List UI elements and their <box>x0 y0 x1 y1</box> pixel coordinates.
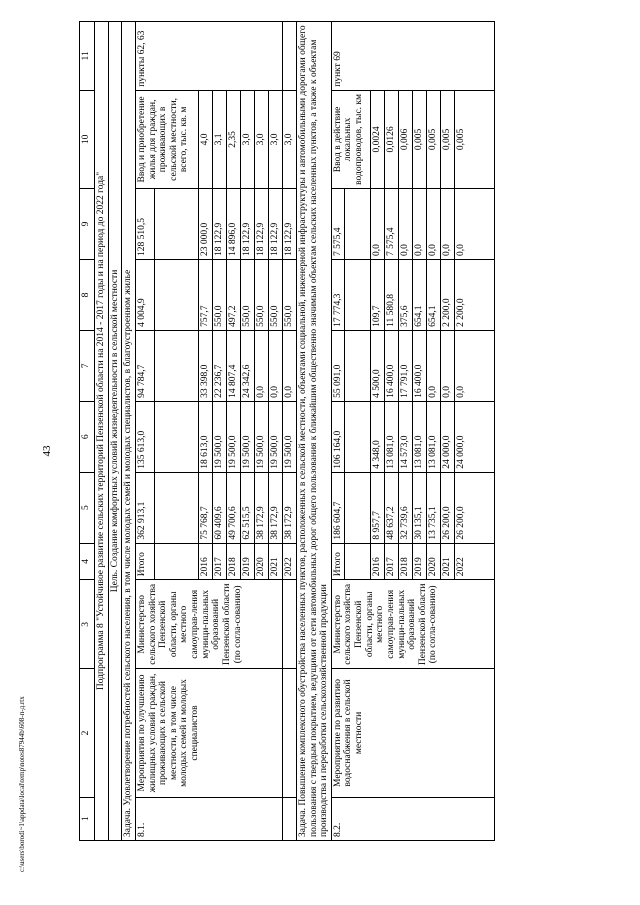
value-cell: 94 784,7 <box>135 330 154 401</box>
indicator-text: Ввод и приобретение жилья для граждан, проживающих в сельской местности, всего, тыс. кв. м <box>135 90 198 188</box>
value-cell: 654,1 <box>427 260 441 331</box>
indicator-value: 0,0126 <box>385 90 399 188</box>
value-cell: 18 613,0 <box>198 401 212 472</box>
indicator-value: 0,005 <box>455 90 495 188</box>
value-cell: 0,0 <box>399 189 413 260</box>
value-cell: 13 735,1 <box>427 472 441 543</box>
value-cell: 18 122,9 <box>212 189 226 260</box>
task-row <box>122 22 136 841</box>
value-cell: 550,0 <box>212 260 226 331</box>
indicator-value: 3,1 <box>212 90 226 188</box>
indicator-value: 0,0024 <box>371 90 385 188</box>
value-cell: 38 172,9 <box>268 472 282 543</box>
value-cell: 23 000,0 <box>198 189 212 260</box>
indicator-value: 3,0 <box>240 90 254 188</box>
year-cell: 2022 <box>455 543 495 580</box>
value-cell: 17 791,0 <box>399 330 413 401</box>
col-num: 2 <box>80 669 95 797</box>
task-row <box>296 22 331 841</box>
value-cell: 362 913,1 <box>135 472 154 543</box>
value-cell: 0,0 <box>455 189 495 260</box>
indicator-value: 3,0 <box>254 90 268 188</box>
value-cell: 106 164,0 <box>331 401 345 472</box>
value-cell: 18 122,9 <box>254 189 268 260</box>
table-row <box>135 22 154 841</box>
year-cell: Итого <box>135 543 154 580</box>
col-num: 10 <box>80 90 95 188</box>
table-row <box>331 22 345 841</box>
value-cell: 2 200,0 <box>441 260 455 331</box>
value-cell: 135 613,0 <box>135 401 154 472</box>
col-num: 1 <box>80 797 95 840</box>
value-cell: 654,1 <box>413 260 427 331</box>
points-text: пункт 69 <box>331 22 495 91</box>
value-cell: 14 807,4 <box>226 330 240 401</box>
value-cell: 75 768,7 <box>198 472 212 543</box>
value-cell: 62 515,5 <box>240 472 254 543</box>
value-cell: 497,2 <box>226 260 240 331</box>
value-cell: 16 400,0 <box>385 330 399 401</box>
value-cell: 26 200,0 <box>455 472 495 543</box>
item-name: Мероприятия по улучшению жилищных условий граждан, проживающих в сельской местности, в том числе молодых семей и молодых специалистов <box>135 669 282 797</box>
year-cell: 2016 <box>198 543 212 580</box>
value-cell: 8 957,7 <box>371 472 385 543</box>
indicator-value: 3,0 <box>282 90 296 188</box>
value-cell: 7 575,4 <box>385 189 399 260</box>
value-cell: 109,7 <box>371 260 385 331</box>
value-cell: 13 081,0 <box>385 401 399 472</box>
item-executor: Министерство сельского хозяйства Пензенской области, органы местного самоуправ-ления муници-пальных образований Пензенской области (по согла-сованию) <box>331 580 495 669</box>
value-cell: 26 200,0 <box>441 472 455 543</box>
points-text: пункты 62, 63 <box>135 22 282 91</box>
col-num: 3 <box>80 580 95 669</box>
col-num: 5 <box>80 472 95 543</box>
value-cell: 0,0 <box>254 330 268 401</box>
value-cell: 19 500,0 <box>268 401 282 472</box>
table-row <box>282 22 296 841</box>
value-cell: 0,0 <box>441 330 455 401</box>
value-cell: 757,7 <box>198 260 212 331</box>
value-cell: 14 896,0 <box>226 189 240 260</box>
year-cell: 2021 <box>441 543 455 580</box>
value-cell: 30 135,1 <box>413 472 427 543</box>
col-num: 7 <box>80 330 95 401</box>
year-cell: 2020 <box>427 543 441 580</box>
value-cell: 19 500,0 <box>226 401 240 472</box>
value-cell: 19 500,0 <box>212 401 226 472</box>
footer-path: c:\users\borodi~1\appdata\local\temp\notes87944b\608-п-д.rtx <box>18 696 26 872</box>
value-cell: 0,0 <box>371 189 385 260</box>
value-cell: 0,0 <box>268 330 282 401</box>
value-cell: 0,0 <box>427 330 441 401</box>
value-cell: 32 739,6 <box>399 472 413 543</box>
value-cell: 0,0 <box>282 330 296 401</box>
value-cell: 550,0 <box>240 260 254 331</box>
value-cell: 17 774,3 <box>331 260 345 331</box>
value-cell: 0,0 <box>413 189 427 260</box>
indicator-value: 3,0 <box>268 90 282 188</box>
item-number: 8.2. <box>331 797 495 840</box>
col-num: 11 <box>80 22 95 91</box>
value-cell: 550,0 <box>268 260 282 331</box>
value-cell: 2 200,0 <box>455 260 495 331</box>
col-num: 8 <box>80 260 95 331</box>
value-cell: 0,0 <box>455 330 495 401</box>
value-cell: 128 510,5 <box>135 189 154 260</box>
value-cell: 38 172,9 <box>254 472 268 543</box>
value-cell: 22 236,7 <box>212 330 226 401</box>
col-num: 9 <box>80 189 95 260</box>
value-cell: 18 122,9 <box>240 189 254 260</box>
item-name: Мероприятие по развитию водоснабжения в сельской местности <box>331 669 495 797</box>
value-cell: 13 081,0 <box>427 401 441 472</box>
value-cell: 19 500,0 <box>240 401 254 472</box>
subprogram-title: Подпрограмма 8 "Устойчивое развитие сельских территорий Пензенской области на 2014 - 2017 годы и на период до 2022 года" <box>95 22 109 841</box>
indicator-value: 0,005 <box>413 90 427 188</box>
value-cell: 7 575,4 <box>331 189 345 260</box>
rotated-table-wrapper <box>79 21 636 841</box>
value-cell: 550,0 <box>282 260 296 331</box>
year-cell: 2019 <box>413 543 427 580</box>
goal-text: Цель. Создание комфортных условий жизнедеятельности в сельской местности <box>108 22 122 841</box>
column-number-row <box>80 22 95 841</box>
value-cell: 16 400,0 <box>413 330 427 401</box>
value-cell: 55 091,0 <box>331 330 345 401</box>
value-cell: 33 398,0 <box>198 330 212 401</box>
value-cell: 18 122,9 <box>268 189 282 260</box>
goal-row <box>108 22 122 841</box>
value-cell: 14 573,0 <box>399 401 413 472</box>
item-executor: Министерство сельского хозяйства Пензенской области, органы местного самоуправ-ления муници-пальных образований Пензенской области (по согла-сованию) <box>135 580 282 669</box>
value-cell: 13 081,0 <box>413 401 427 472</box>
value-cell: 186 604,7 <box>331 472 345 543</box>
indicator-value: 4,0 <box>198 90 212 188</box>
col-num: 4 <box>80 543 95 580</box>
value-cell: 18 122,9 <box>282 189 296 260</box>
year-cell: 2017 <box>212 543 226 580</box>
year-cell: 2019 <box>240 543 254 580</box>
year-cell: 2021 <box>268 543 282 580</box>
value-cell: 11 580,8 <box>385 260 399 331</box>
value-cell: 4 500,0 <box>371 330 385 401</box>
program-table <box>79 21 495 841</box>
task-text: Задача. Удовлетворение потребностей сельского населения, в том числе молодых семей и молодых специалистов, в благоустроенном жилье <box>122 22 136 841</box>
year-cell: Итого <box>331 543 345 580</box>
value-cell: 24 000,0 <box>441 401 455 472</box>
value-cell: 38 172,9 <box>282 472 296 543</box>
value-cell: 0,0 <box>427 189 441 260</box>
value-cell: 24 000,0 <box>455 401 495 472</box>
year-cell: 2020 <box>254 543 268 580</box>
value-cell: 4 004,9 <box>135 260 154 331</box>
value-cell: 0,0 <box>441 189 455 260</box>
value-cell: 375,6 <box>399 260 413 331</box>
year-cell: 2018 <box>399 543 413 580</box>
value-cell: 48 637,2 <box>385 472 399 543</box>
year-cell: 2018 <box>226 543 240 580</box>
subprogram-row <box>95 22 109 841</box>
item-number: 8.1. <box>135 797 282 840</box>
year-cell: 2022 <box>282 543 296 580</box>
task-text: Задача. Повышение комплексного обустройства населенных пунктов, расположенных в сельской местности, объектами социальной, инженерной инфраструктуры и автомобильными дорогами общего пользования с твердым покрытием, ведущими от сети автомобильных дорог общего пользования к ближайшим общественно значимым объектам сельских населенных пунктов, а также к объектам производства и переработки сельскохозяйственной продукции <box>296 22 331 841</box>
year-cell: 2017 <box>385 543 399 580</box>
value-cell: 550,0 <box>254 260 268 331</box>
value-cell: 19 500,0 <box>282 401 296 472</box>
col-num: 6 <box>80 401 95 472</box>
value-cell: 19 500,0 <box>254 401 268 472</box>
indicator-value: 0,005 <box>441 90 455 188</box>
value-cell: 49 700,6 <box>226 472 240 543</box>
value-cell: 24 342,6 <box>240 330 254 401</box>
indicator-text: Ввод в действие локальных водопроводов, тыс. км <box>331 90 371 188</box>
value-cell: 4 348,0 <box>371 401 385 472</box>
value-cell: 60 409,6 <box>212 472 226 543</box>
indicator-value: 2,35 <box>226 90 240 188</box>
year-cell: 2016 <box>371 543 385 580</box>
page-number: 43 <box>41 445 53 457</box>
indicator-value: 0,005 <box>427 90 441 188</box>
indicator-value: 0,006 <box>399 90 413 188</box>
